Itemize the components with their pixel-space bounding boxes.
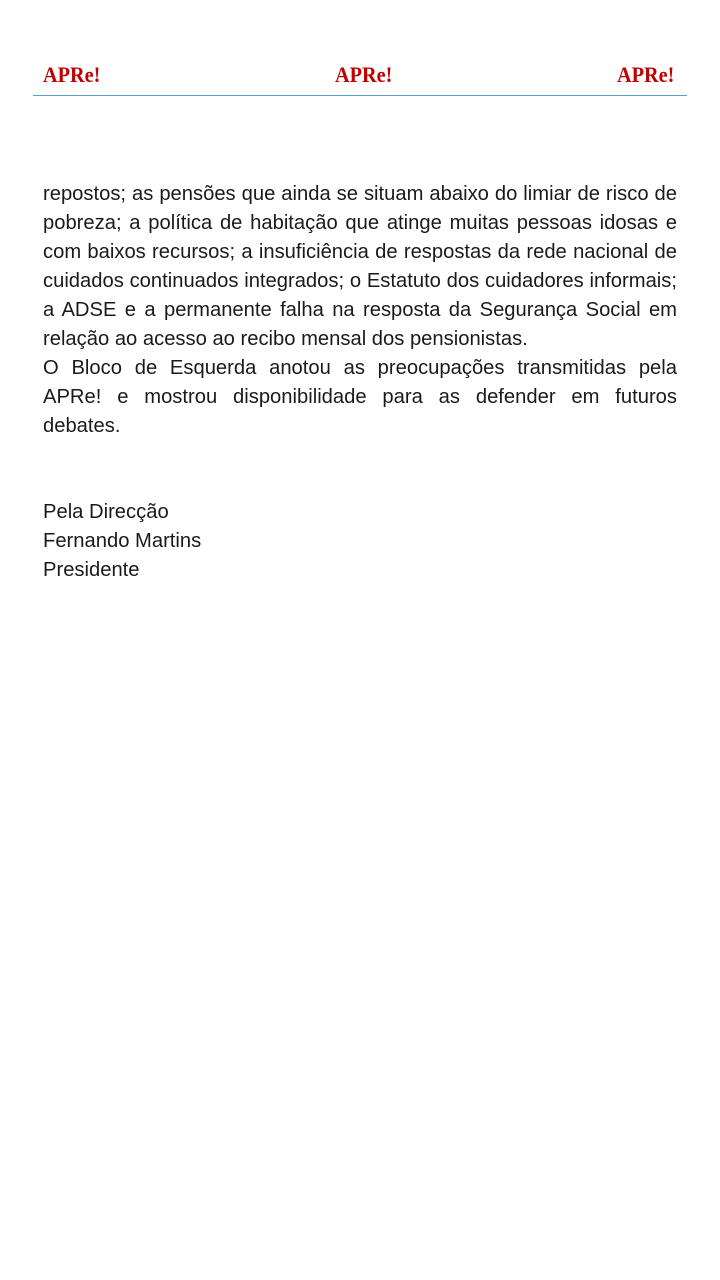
signature-block: [43, 498, 201, 585]
body-paragraph-2: O Bloco de Esquerda anotou as preocupações transmitidas pela APRe! e mostrou disponibilidade para as defender em futuros debates.: [43, 357, 677, 437]
document-body: [43, 180, 677, 441]
logo-left: APRe!: [43, 62, 101, 87]
signature-name: Fernando Martins: [43, 530, 202, 552]
logo-right: APRe!: [617, 62, 675, 87]
logo-center: APRe!: [335, 62, 393, 87]
signature-title: Presidente: [43, 559, 140, 581]
signature-line-direction: Pela Direcção: [43, 501, 169, 523]
body-paragraph-1: repostos; as pensões que ainda se situam abaixo do limiar de risco de pobreza; a política de habitação que atinge muitas pessoas idosas e com baixos recursos; a insuficiência de respostas da rede nacional de cuidados continuados integrados; o Estatuto dos cuidadores informais; a ADSE e a permanente falha na resposta da Segurança Social em relação ao acesso ao recibo mensal dos pensionistas.: [43, 183, 677, 350]
page-header: [33, 60, 687, 96]
